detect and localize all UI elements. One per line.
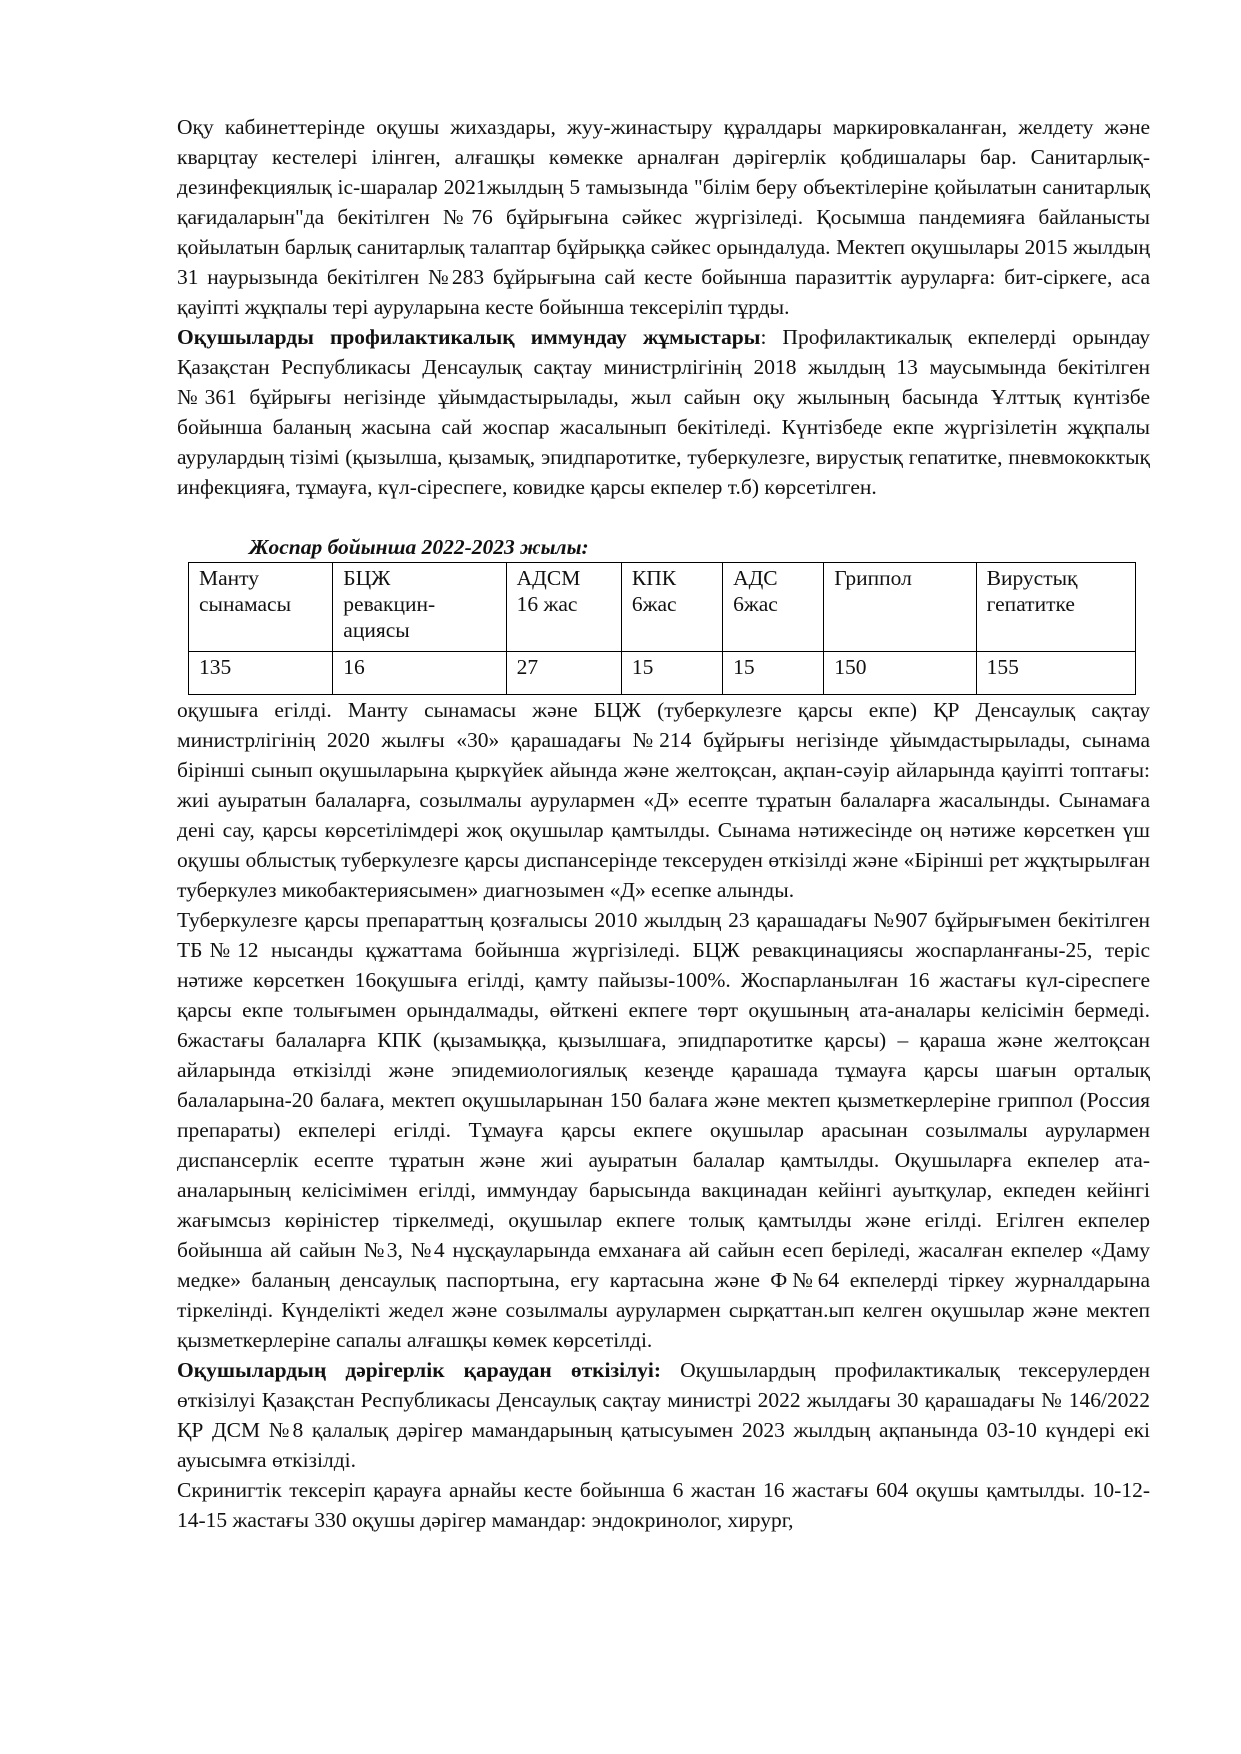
medical-exam-heading: Оқушылардың дәрігерлік қараудан өткізілуі: (177, 1358, 662, 1382)
paragraph-tb-drugs: Туберкулезге қарсы препараттың қозғалысы 2010 жылдың 23 қарашадағы №907 бұйрығымен бекітілген ТБ№12 нысанды құжаттама бойынша жүргізіледі. БЦЖ ревакцинациясы жоспарланғаны-25, теріс нәтиже көрсеткен 16оқушыға егілді, қамту пайызы-100%. Жоспарланылған 16 жастағы күл-сіреспеге қарсы екпе толығымен орындалмады, өйткені екпеге төрт оқушының ата-аналары келісімін бермеді. 6жастағы балаларға КПК (қызамыққа, қызылшаға, эпидпаротитке қарсы) – қараша және желтоқсан айларында өткізілді және эпидемиологиялық кезеңде қарашада тұмауға қарсы шағын орталық балаларына-20 балаға, мектеп оқушыларынан 150 балаға және мектеп қызметкерлеріне гриппол (Россия препараты) екпелері егілді. Тұмауға қарсы екпеге оқушылар арасынан созылмалы аурулармен диспансерлік есепте тұратын және жиі ауыратын балалар қамтылды. Оқушыларға екпелер ата-аналарының келісімімен егілді, иммундау барысында вакцинадан кейінгі ауытқулар, екпеден кейінгі жағымсыз көріністер тіркелмеді, оқушылар екпеге толық қамтылды және егілді. Егілген екпелер бойынша ай сайын №3, №4 нұсқауларында емханаға ай сайын есеп беріледі, жасалған екпелер «Даму медке» баланың денсаулық паспортына, егу картасына және Ф№64 екпелерді тіркеу журналдарына тіркелінді. Күнделікті жедел және созылмалы аурулармен сырқаттан.ып келген оқушылар және мектеп қызметкерлеріне сапалы алғашқы көмек көрсетілді. (177, 908, 1150, 1352)
header-cell-ads: АДС 6жас (723, 563, 824, 652)
value-cell-grippol: 150 (824, 652, 976, 695)
header-cell-mantoux: Манту сынамасы (189, 563, 333, 652)
immunization-text: : Профилактикалық екпелерді орындау Қазақстан Республикасы Денсаулық сақтау министрлігінің 2018 жылдың 13 маусымында бекітілген №361 бұйрығы негізінде ұйымдастырылады, жыл сайын оқу жылының басында Ұлттық күнтізбе бойынша баланың жасына сай жоспар жасалынып бекітіледі. Күнтізбеде екпе жүргізілетін жұқпалы аурулардың тізімі (қызылша, қызамық, эпидпаротитке, туберкулезге, вирустық гепатитке, пневмококктық инфекцияға, тұмауға, күл-сіреспеге, ковидке қарсы екпелер т.б) көрсетілген. (177, 325, 1150, 499)
medical-exam-text: Оқушылардың профилактикалық тексерулерден өткізілуі Қазақстан Республикасы Денсаулық сақтау министрі 2022 жылдағы 30 қарашадағы № 146/2022 ҚР ДСМ №8 қалалық дәрігер мамандарының қатысуымен 2023 жылдың ақпанында 03-10 күндері екі ауысымға өткізілді. (177, 1358, 1150, 1472)
immunization-heading: Оқушыларды профилактикалық иммундау жұмыстары (177, 325, 761, 349)
header-cell-kpk: КПК 6жас (621, 563, 722, 652)
paragraph-medical-exam (177, 1355, 1150, 1475)
header-cell-hepatitis: Вирустық гепатитке (976, 563, 1135, 652)
header-cell-adsm: АДСМ 16 жас (506, 563, 621, 652)
paragraph-immunization (177, 322, 1150, 502)
value-cell-adsm: 27 (506, 652, 621, 695)
paragraph-screening: Скринигтік тексеріп қарауға арнайы кесте бойынша 6 жастан 16 жастағы 604 оқушы қамтылды. 10-12-14-15 жастағы 330 оқушы дәрігер мамандар: эндокринолог, хирург, (177, 1478, 1150, 1532)
header-cell-grippol: Гриппол (824, 563, 976, 652)
document-page (177, 112, 1150, 1535)
value-cell-mantoux: 135 (189, 652, 333, 695)
table-values-row (189, 652, 1136, 695)
paragraph-mantoux-bcg: оқушыға егілді. Манту сынамасы және БЦЖ (туберкулезге қарсы екпе) ҚР Денсаулық сақтау министрлігінің 2020 жылғы «30» қарашадағы №214 бұйрығы негізінде ұйымдастырылады, сынама бірінші сынып оқушыларына қыркүйек айында және желтоқсан, ақпан-сәуір айларында қауіпті топтағы: жиі ауыратын балаларға, созылмалы аурулармен «Д» есепте тұратын балаларға жасалынды. Сынамаға дені сау, қарсы көрсетілімдері жоқ оқушылар қамтылды. Сынама нәтижесінде оң нәтиже көрсеткен үш оқушы облыстық туберкулезге қарсы диспансерінде тексеруден өткізілді және «Бірінші рет жұқтырылған туберкулез микобактериясымен» диагнозымен «Д» есепке алынды. (177, 698, 1150, 902)
header-cell-bcg: БЦЖ ревакцин- ациясы (333, 563, 506, 652)
value-cell-kpk: 15 (621, 652, 722, 695)
paragraph-sanitary-measures: Оқу кабинеттерінде оқушы жихаздары, жуу-жинастыру құралдары маркировкаланған, желдету және кварцтау кестелері ілінген, алғашқы көмекке арналған дәрігерлік қобдишалары бар. Санитарлық-дезинфекциялық іс-шаралар 2021жылдың 5 тамызында "білім беру объектілеріне қойылатын санитарлық қағидаларын"да бекітілген №76 бұйрығына сәйкес жүргізіледі. Қосымша пандемияға байланысты қойылатын барлық санитарлық талаптар бұйрыққа сәйкес орындалуда. Мектеп оқушылары 2015 жылдың 31 наурызында бекітілген №283 бұйрығына сай кесте бойынша паразиттік ауруларға: бит-сіркеге, аса қауіпті жұқпалы тері ауруларына кесте бойынша тексеріліп тұрды. (177, 115, 1150, 319)
vaccination-plan-table (188, 562, 1136, 695)
value-cell-ads: 15 (723, 652, 824, 695)
table-title: Жоспар бойынша 2022-2023 жылы: (249, 535, 589, 559)
table-header-row (189, 563, 1136, 652)
value-cell-bcg: 16 (333, 652, 506, 695)
value-cell-hepatitis: 155 (976, 652, 1135, 695)
